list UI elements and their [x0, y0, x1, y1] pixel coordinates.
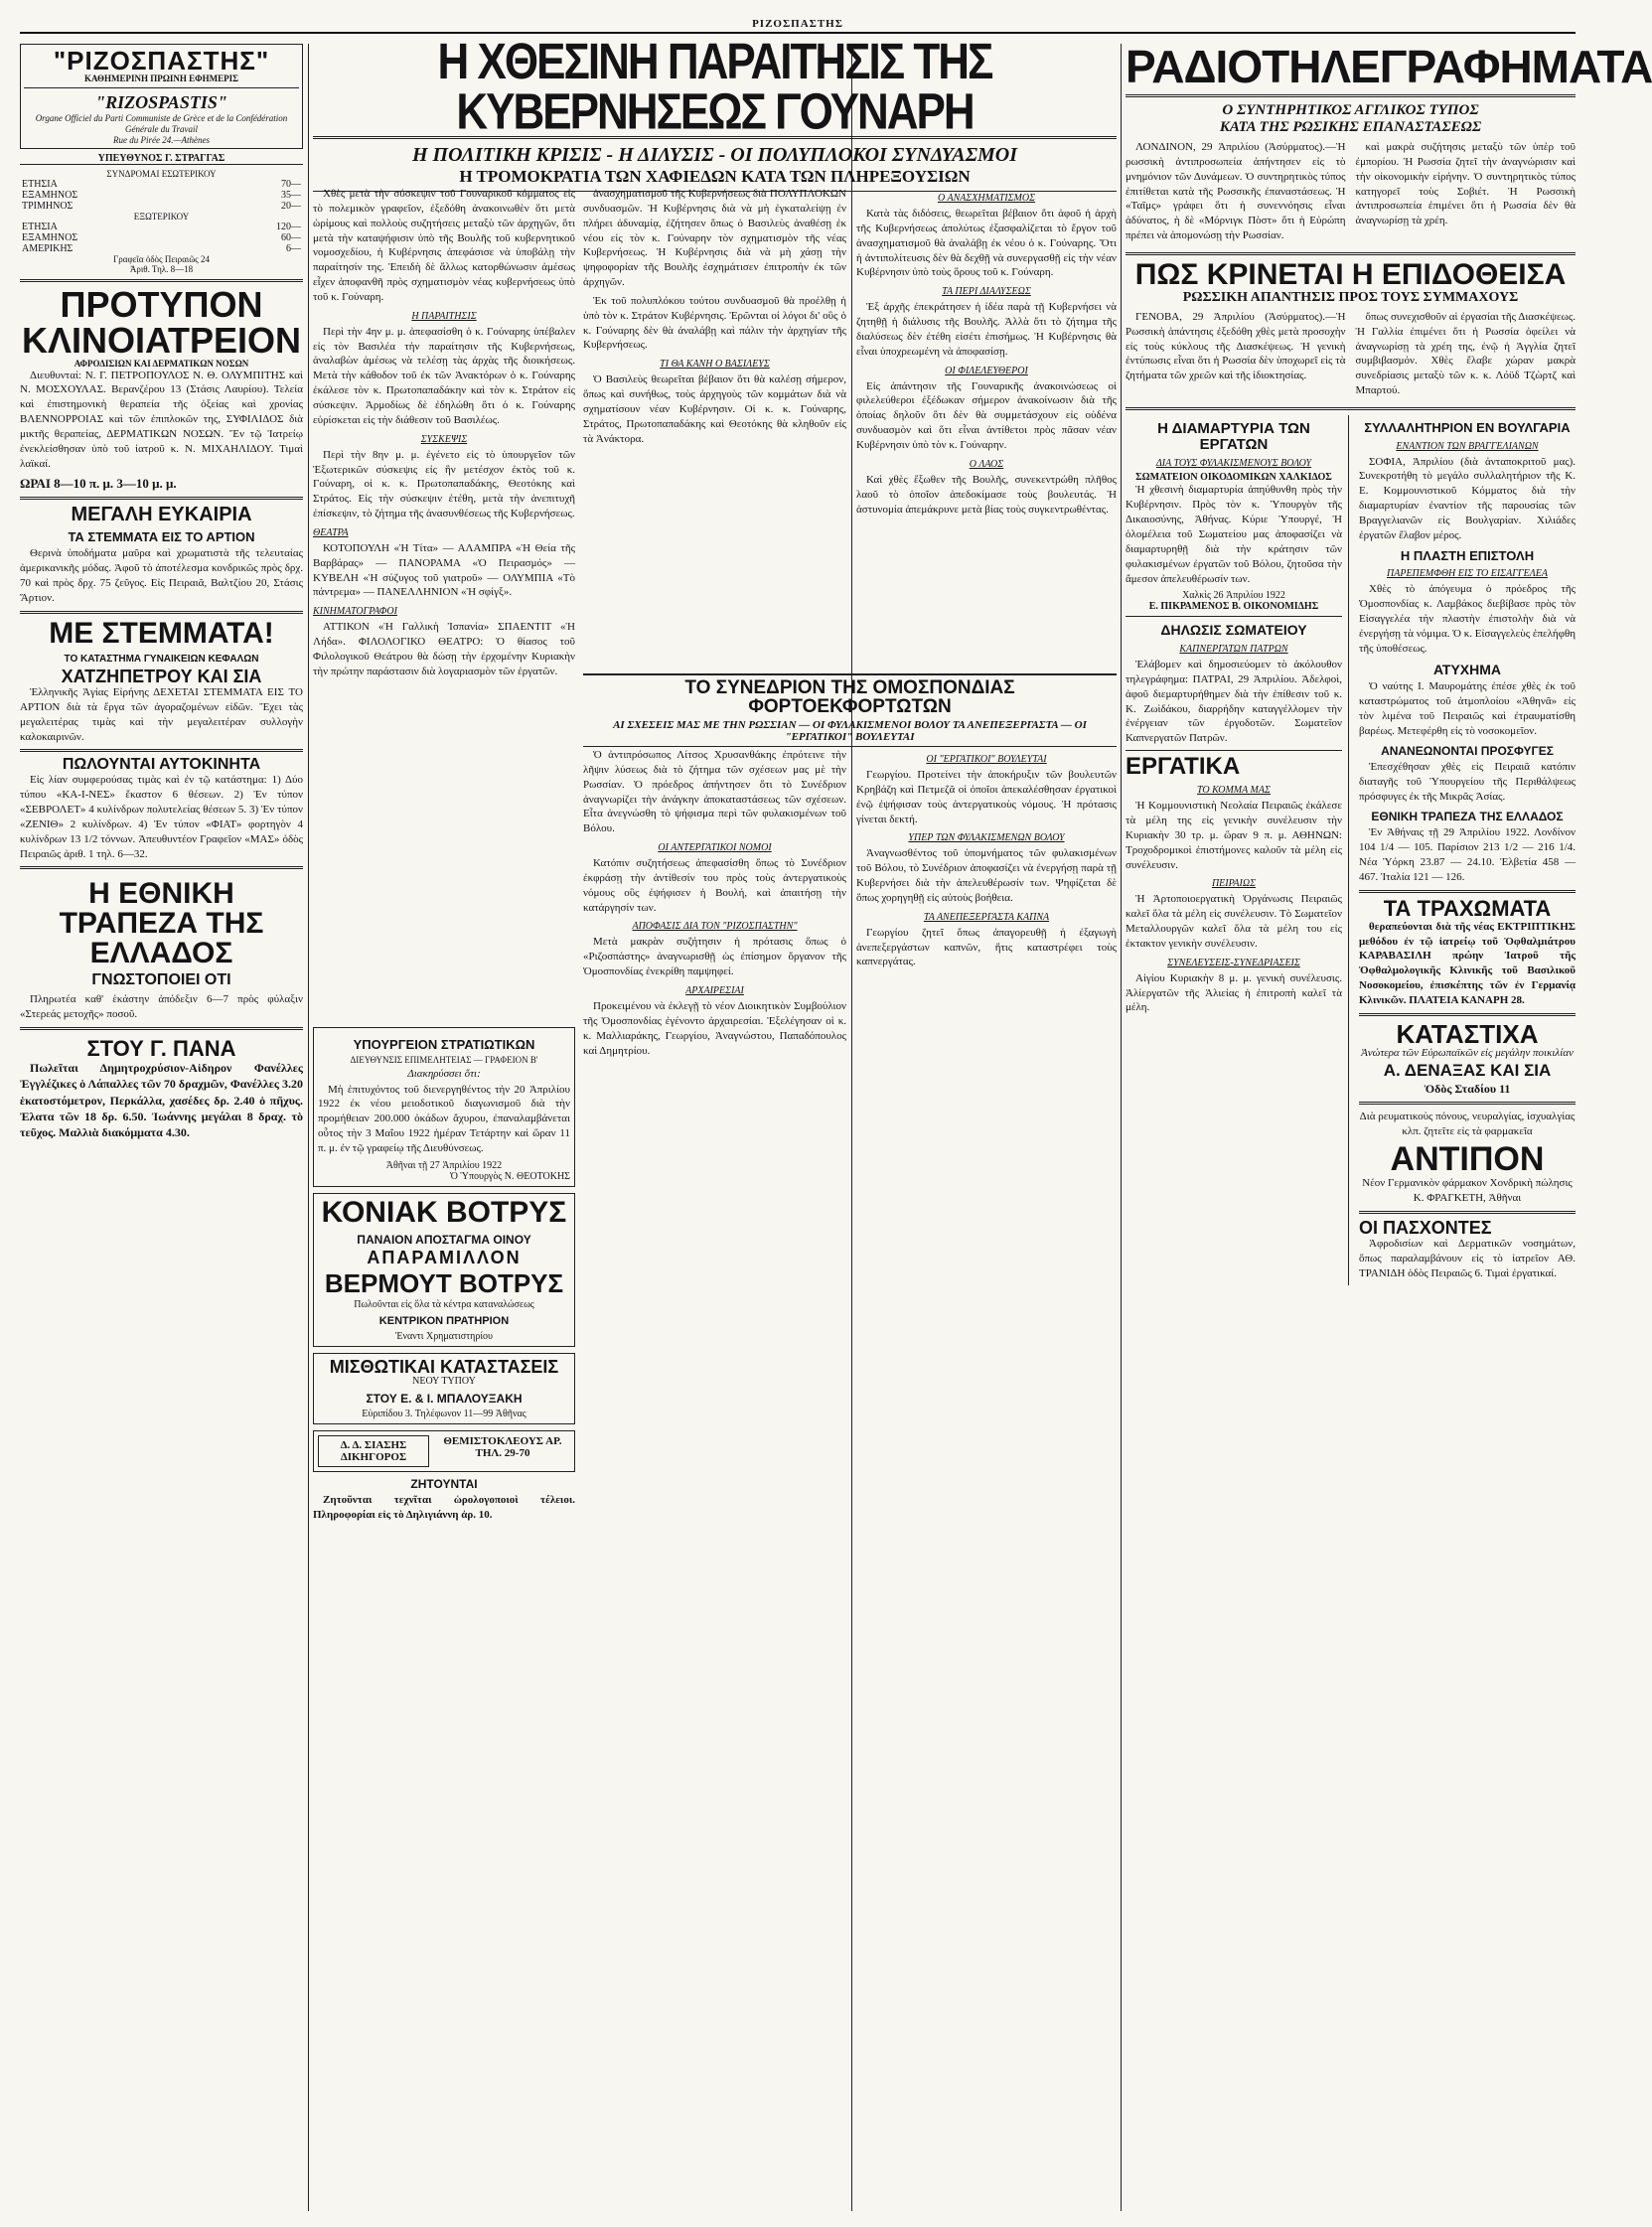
- lease-address: Εὐριπίδου 3. Τηλέφωνον 11—99 Ἀθῆνας: [362, 1408, 526, 1419]
- main-column-3: [856, 187, 1117, 664]
- lease-ad: [313, 1353, 575, 1424]
- lease-title: ΜΙΣΘΩΤΙΚΑΙ ΚΑΤΑΣΤΑΣΕΙΣ: [329, 1357, 559, 1377]
- masthead-subtitle: ΚΑΘΗΜΕΡΙΝΗ ΠΡΩΙΝΗ ΕΦΗΜΕΡΙΣ: [83, 74, 239, 83]
- masthead-french-line: Organe Officiel du Parti Communiste de Grèce et de la Confédération Générale du Travail: [35, 113, 288, 134]
- table-cell: 35—: [281, 189, 301, 201]
- article-paragraph: Ἡ Ἀρτοποιοεργατικὴ Ὀργάνωσις Πειραιῶς καλεῖ ὅλα τὰ μέλη εἰς συνέλευσιν. Τὸ Σωματεῖον Μεταλλουργῶν καλεῖ ὅλα τὰ μέλη του εἰς ἐκτακτον γενικὴν συνέλευσιν.: [1126, 893, 1342, 950]
- article-paragraph: Χθὲς μετὰ τὴν σύσκεψιν τοῦ Γουναρικοῦ κόμματος εἰς τὸ πολεμικὸν γραφεῖον, ἐξεδόθη ἀνακοινωθὲν ὅτι μετὰ ὡρίμους καὶ πολλοὺς συζητήσεις μεταξὺ τῶν ἀρχηγῶν, ὅτι μετὰ τὴν καταψήφισιν ὑπὸ τῆς Βουλῆς τοῦ κυβερνητικοῦ νομοσχεδίου, ἡ Κυβέρνησις ἀπεφάσισε νὰ ὑποβάλῃ τὴν παραίτησίν της. Ἐπειδὴ δὲ ἄλλως κατορθώνωσιν ἀμέσως εἶχεν ἀποφανθῆ πρὸς σχηματισμὸν νέας κυβερνήσεως ὑπὸ τοῦ κ. Γούναρη.: [313, 188, 575, 303]
- section-heading: Ο ΛΑΟΣ: [969, 458, 1004, 470]
- vermouth-title: ΒΕΡΜΟΥΤ ΒΟΤΡΥΣ: [324, 1268, 564, 1299]
- article-paragraph: ΛΟΝΔΙΝΟΝ, 29 Ἀπριλίου (Ἀσύρματος).—Ἡ ρωσσικὴ ἀντιπροσωπεία ἀπήντησεν εἰς τὸ μνημόνιον τῶν Δυνάμεων. Ὁ συντηρητικὸς τύπος ἐπιτίθεται κατὰ τῆς Ρωσσικῆς ἐπαναστάσεως. Ἡ «Ταῖμς» γράφει ὅτι ἡ συνεννόησις εἶναι ἀδύνατος, ἡ δὲ «Μόρνιγκ Πὸστ» ὅτι ἡ Εὐρώπη πρέπει νὰ ἀπομονώσῃ τὴν Ρωσσίαν.: [1126, 141, 1346, 242]
- masthead-french-title: "RIZOSPASTIS": [95, 92, 227, 112]
- table-cell: ΕΤΗΣΙΑ: [22, 178, 58, 190]
- section-heading: ΣΥΣΚΕΨΙΣ: [420, 433, 468, 445]
- protest-signature: Ε. ΠΙΚΡΑΜΕΝΟΣ Β. ΟΙΚΟΝΟΜΙΔΗΣ: [1148, 601, 1319, 613]
- cars-ad-title: ΠΩΛΟΥΝΤΑΙ ΑΥΤΟΚΙΝΗΤΑ: [62, 756, 261, 774]
- forged-letter-text: Χθὲς τὸ ἀπόγευμα ὁ πρόεδρος τῆς Ὁμοσπονδίας κ. Λαμβάκος διεβίβασε πρὸς τὸν Εἰσαγγελέα τὴν πλαστὴν ἐπιστολὴν διὰ νὰ ἐνεργήσῃ τὰ νόμιμα. Ὁ κ. Εἰσαγγελεὺς ἐπελήφθη τῆς ὑποθέσεως.: [1359, 583, 1576, 655]
- table-cell: ΕΤΗΣΙΑ: [22, 221, 58, 232]
- shop-ad-address: Ὁδὸς Σταδίου 11: [1424, 1081, 1511, 1096]
- bank-ad-title: Η ΕΘΝΙΚΗ ΤΡΑΠΕΖΑ ΤΗΣ ΕΛΛΑΔΟΣ: [59, 877, 264, 970]
- table-cell: ΑΜΕΡΙΚΗΣ: [22, 242, 74, 254]
- pana-ad-title: ΣΤΟΥ Γ. ΠΑΝΑ: [86, 1036, 236, 1062]
- table-row: [20, 201, 303, 212]
- ads-column: [313, 1021, 575, 2211]
- section-heading: ΤΙ ΘΑ ΚΑΝΗ Ο ΒΑΣΙΛΕΥΣ: [660, 359, 770, 371]
- column-rule: [308, 44, 309, 2211]
- masthead: [20, 44, 303, 149]
- bank-ad-subtitle: ΓΝΩΣΤΟΠΟΙΕΙ ΟΤΙ: [91, 971, 231, 989]
- running-header: ΡΙΖΟΣΠΑΣΤΗΣ: [20, 18, 1576, 34]
- table-row: [20, 222, 303, 232]
- article-paragraph: Περὶ τὴν 8ην μ. μ. ἐγένετο εἰς τὸ ὑπουργεῖον τῶν Ἐξωτερικῶν σύσκεψις εἰς ἣν μετέσχον ἐκτὸς τοῦ κ. Γούναρη, οἱ κ. κ. Πρωτοπαπαδάκης, Θεοτόκης καὶ Στράτος. Εἰς τὴν σύσκεψιν ἐτέθη, μετὰ τὴν ἀνεπιτυχῆ ἐπίσκεψιν, τὸ ζήτημα τῆς ἀνασυνθέσεως τῆς Κυβερνήσεως.: [313, 448, 575, 520]
- protest-org: ΣΩΜΑΤΕΙΟΝ ΟΙΚΟΔΟΜΙΚΩΝ ΧΑΛΚΙΔΟΣ: [1135, 472, 1332, 484]
- clinic-ad-hours: ΩΡΑΙ 8—10 π. μ. 3—10 μ. μ.: [20, 475, 177, 491]
- protest-text: Ἡ χθεσινὴ διαμαρτυρία ἀπηύθυνθη πρὸς τὴν Κυβέρνησιν. Πρὸς τὸν κ. Ὑπουργὸν τῆς Δικαιοσύνης, Ἀθήνας. Κύριε Ὑπουργέ, Ἡ ὁλομέλεια τοῦ Σωματείου μας ἀποφασίζει νὰ διαμαρτυρηθῇ διὰ τὴν κράτησιν τῶν φυλακισμένων ἐργατῶν τοῦ Βόλου, ζητοῦσα τὴν ἄμεσον ἀπελευθέρωσίν των.: [1126, 484, 1342, 585]
- column-rule: [1121, 44, 1122, 2211]
- forged-letter-subtitle: ΠΑΡΕΠΕΜΦΘΗ ΕΙΣ ΤΟ ΕΙΣΑΓΓΕΛΕΑ: [1387, 568, 1548, 580]
- subscription-table: [20, 179, 303, 212]
- exchange-text: Ἐν Ἀθήναις τῇ 29 Ἀπριλίου 1922. Λονδίνον 104 1/4 — 105. Παρίσιον 213 1/2 — 216 1/4. Νέα Ὑόρκη 23.87 — 24.10. Ἐλβετία 458 — 467. Ἰταλία 121 — 126.: [1359, 826, 1576, 883]
- clinic-ad-text: Διευθυνταί: Ν. Γ. ΠΕΤΡΟΠΟΥΛΟΣ Ν. Θ. ΟΛΥΜΠΙΤΗΣ καὶ Ν. ΜΟΣΧΟΥΛΑΣ. Βερανζέρου 13 (Στάσις Λαυρίου). Τελεία καὶ ἐπιστημονικὴ θεραπεία τῆς ὀξείας καὶ χρονίας ΒΛΕΝΝΟΡΡΟΙΑΣ καὶ τῶν ἐπιπλοκῶν της, ΣΥΦΙΛΙΔΟΣ διὰ μικτῆς θεραπείας, ΔΕΡΜΑΤΙΚΩΝ ΝΟΣΩΝ. Ἕν τῷ Ἰατρείῳ ἐνεκλείσθησαν ὑπὸ τοῦ ἰατροῦ κ. Ν. ΜΙΧΑΗΛΙΔΟΥ. Τιμαὶ λαϊκαί.: [20, 369, 303, 470]
- cognac-title: ΚΟΝΙΑΚ ΒΟΤΡΥΣ: [321, 1195, 567, 1229]
- wanted-title: ΖΗΤΟΥΝΤΑΙ: [410, 1476, 478, 1491]
- section-heading: ΤΑ ΑΝΕΠΕΞΕΡΓΑΣΤΑ ΚΑΠΝΑ: [923, 911, 1050, 923]
- foreign-table: [20, 222, 303, 254]
- table-cell: ΕΞΑΜΗΝΟΣ: [22, 231, 78, 243]
- article-paragraph: Περὶ τὴν 4ην μ. μ. ἀπεφασίσθη ὁ κ. Γούναρης ὑπέβαλεν εἰς τὸν Βασιλέα τὴν παραίτησιν τῆς Κυβερνήσεως, ἀναλαβὼν ἀμέσως νὰ τελέσῃ τὰς ἀρχὰς τῆς διοικήσεως. Μετὰ τὴν κάθοδον τοῦ ἐκ τῶν Ἀνακτόρων ὁ κ. Γούναρης ἐκάλεσε τὸν κ. Πρωτοπαπαδάκην καὶ τὸν κ. Στράτον εἰς σύσκεψιν. Ἀρμοδίως δὲ ἐδηλώθη ὅτι ὁ κ. Γούναρης εὑρίσκεται εἰς τὴν διάθεσιν τοῦ Βασιλέως.: [313, 325, 575, 426]
- foreign-title: ΕΞΩΤΕΡΙΚΟΥ: [133, 211, 190, 222]
- refugees-title: ΑΝΑΝΕΩΝΟΝΤΑΙ ΠΡΟΣΦΥΓΕΣ: [1381, 743, 1554, 758]
- table-cell: 6—: [286, 242, 301, 254]
- bulgaria-subtitle: ΕΝΑΝΤΙΟΝ ΤΩΝ ΒΡΑΓΓΕΛΙΑΝΩΝ: [1396, 440, 1539, 452]
- table-cell: 60—: [281, 231, 301, 243]
- section-heading: ΑΡΧΑΙΡΕΣΙΑΙ: [685, 984, 744, 996]
- radio-text-row: [1126, 140, 1576, 247]
- article-paragraph: Ἀναγνωσθέντος τοῦ ὑπομνήματος τῶν φυλακισμένων τοῦ Βόλου, τὸ Συνέδριον ἀποφασίζει νὰ ἐνεργήσῃ παρὰ τῇ Κυβερνήσει διὰ τὴν ἀπελευθέρωσίν των. Ψηφίζεται δὲ ὅπως χορηγηθῇ εἰς αὐτοὺς βοήθεια.: [856, 847, 1117, 904]
- trachoma-ad-title: ΤΑ ΤΡΑΧΩΜΑΤΑ: [1383, 895, 1552, 921]
- theatres-text: ΚΟΤΟΠΟΥΛΗ «Ἡ Τίτα» — ΑΛΑΜΠΡΑ «Ἡ Θεία τῆς Βαρβάρας» — ΠΑΝΟΡΑΜΑ «Ὁ Πειρασμός» — ΚΥΒΕΛΗ «Ἡ σύζυγος τοῦ γιατροῦ» — ΟΛΥΜΠΙΑ «Τὸ πάντρεμα» — ΠΑΝΕΛΛΗΝΙΟΝ «Ἡ σφίγξ».: [313, 541, 575, 599]
- cognac-line: Ἐναντι Χρηματιστηρίου: [395, 1331, 493, 1342]
- wreaths-ad-subtitle: ΤΟ ΚΑΤΑΣΤΗΜΑ ΓΥΝΑΙΚΕΙΩΝ ΚΕΦΑΛΩΝ: [64, 653, 259, 665]
- ministry-text: Μὴ ἐπιτυχόντος τοῦ διενεργηθέντος τὴν 20 Ἀπριλίου 1922 ἐκ νέου μειοδοτικοῦ διαγωνισμοῦ διὰ τὴν προμήθειαν 200.000 ὀκάδων ἄχυρου, ἐπαναλαμβάνεται οὗτος τὴν 3 Μαΐου 1922 ἡμέραν Τετάρτην καὶ ὥραν 11 π. μ. ἐν τῷ γραφείῳ τῆς Διευθύνσεως.: [318, 1083, 570, 1155]
- wreaths-ad-title: ΜΕ ΣΤΕΜΜΑΤΑ!: [49, 616, 274, 650]
- section-heading: ΥΠΕΡ ΤΩΝ ΦΥΛΑΚΙΣΜΕΝΩΝ ΒΟΛΟΥ: [908, 832, 1065, 844]
- cognac-line: Πωλοῦνται εἰς ὅλα τὰ κέντρα καταναλώσεως: [354, 1299, 534, 1311]
- main-headline: Η ΧΘΕΣΙΝΗ ΠΑΡΑΙΤΗΣΙΣ ΤΗΣ ΚΥΒΕΡΝΗΣΕΩΣ ΓΟΥΝΑΡΗ: [437, 33, 992, 140]
- shop-ad-title: ΚΑΤΑΣΤΙΧΑ: [1396, 1018, 1539, 1049]
- radio-headline: ΡΑΔΙΟΤΗΛΕΓΡΑΦΗΜΑΤΑ: [1126, 41, 1652, 92]
- declaration-subtitle: ΚΑΠΝΕΡΓΑΤΩΝ ΠΑΤΡΩΝ: [1179, 644, 1288, 656]
- cognac-line: ΑΠΑΡΑΜΙΛΛΟΝ: [367, 1248, 522, 1268]
- section-heading: ΠΕΙΡΑΙΩΣ: [1211, 878, 1257, 890]
- office-line: Γραφεῖα ὁδὸς Πειραιῶς 24: [113, 253, 210, 264]
- bulgaria-text: ΣΟΦΙΑ, Ἀπριλίου (διὰ ἀνταποκριτοῦ μας). Συνεκροτήθη τὸ μεγάλο συλλαλητήριον τῆς Κ. Ε. Κομμουνιστικοῦ Κόμματος διὰ τὴν διαμαρτυρίαν ἐναντίον τῆς παρουσίας τῶν Βραγγελιανῶν εἰς Βουλγαρίαν. Χιλιάδες ἐργατῶν ἔλαβον μέρος.: [1359, 455, 1576, 541]
- phone-line: Ἀριθ. Τηλ. 8—18: [129, 263, 194, 274]
- cinemas-heading: ΚΙΝΗΜΑΤΟΓΡΑΦΟΙ: [313, 606, 397, 618]
- article-paragraph: ἀνασχηματισμοῦ τῆς Κυβερνήσεως διὰ ΠΟΛΥΠΛΟΚΩΝ συνδυασμῶν. Ἡ Κυβέρνησις διὰ νὰ μὴ ἐγκαταλείψῃ ἐν πλήρει ἀδυναμίᾳ, ἐζήτησεν ὅπως ὁ Βασιλεὺς ἀναθέσῃ ἐκ νέου εἰς τὸν κ. Γούναρην τὸν σχηματισμὸν τῆς νέας Κυβερνήσεως. Ἡ Κυβέρνησις διὰ νὰ μὴ χάσῃ τὴν ψηφοφορίαν τῆς Βουλῆς ἐσχημάτισεν ἐπιτροπὴν ἐκ τῶν ἀρχηγῶν.: [583, 188, 846, 289]
- refugees-text: Ἐπεσχέθησαν χθὲς εἰς Πειραιᾶ κατόπιν διαταγῆς τοῦ Ὑπουργείου τῆς Περιθάλψεως πρόσφυγες ἐκ τῆς Μικρᾶς Ἀσίας.: [1359, 761, 1576, 803]
- theatres-heading: ΘΕΑΤΡΑ: [313, 526, 349, 538]
- article-paragraph: Ὁ Βασιλεὺς θεωρεῖται βέβαιον ὅτι θὰ καλέσῃ σήμερον, ὅπως καὶ συνήθως, τοὺς ἀρχηγοὺς τῶν κομμάτων διὰ νὰ σχηματίσουν νέαν Κυβέρνησιν. Οἱ κ. κ. Γούναρης, Στράτος, Πρωτοπαπαδάκης καὶ Θεοτόκης θὰ κληθοῦν εἰς τὰ Ἀνάκτορα.: [583, 373, 846, 445]
- lower-headline: ΤΟ ΣΥΝΕΔΡΙΟΝ ΤΗΣ ΟΜΟΣΠΟΝΔΙΑΣ ΦΟΡΤΟΕΚΦΟΡΤΩΤΩΝ: [684, 677, 1015, 717]
- ministry-notice: [313, 1027, 575, 1187]
- section-heading: Η ΠΑΡΑΙΤΗΣΙΣ: [411, 310, 477, 322]
- reply-text-row: [1126, 310, 1576, 402]
- declaration-title: ΔΗΛΩΣΙΣ ΣΩΜΑΤΕΙΟΥ: [1160, 622, 1307, 639]
- ministry-title: ΥΠΟΥΡΓΕΙΟΝ ΣΤΡΑΤΙΩΤΙΚΩΝ: [353, 1037, 535, 1052]
- lease-subtitle: ΝΕΟΥ ΤΥΠΟΥ: [412, 1376, 476, 1387]
- article-paragraph: Ἐξ ἀρχῆς ἐπεκράτησεν ἡ ἰδέα παρὰ τῇ Κυβερνήσει νὰ ζητηθῇ ἡ διάλυσις τῆς Βουλῆς. Ἀλλὰ ὅτι τὸ ζήτημα τῆς διαλύσεως δὲν ἐτέθη εἰσέτι ἐπισήμως. Ἡ Κυβέρνησις θὰ εἶναι ὑποχρεωμένη νὰ ἀποφασίσῃ.: [856, 301, 1117, 358]
- article-paragraph: Κατόπιν συζητήσεως ἀπεφασίσθη ὅπως τὸ Συνέδριον ἐκφράσῃ τὴν ἀντίθεσίν του πρὸς τοὺς ἀντεργατικοὺς νόμους οὓς ἐψήφισεν ἡ Βουλή, καὶ ἀπαιτήσῃ τὴν κατάργησίν των.: [583, 857, 846, 914]
- section-heading: ΤΟ ΚΟΜΜΑ ΜΑΣ: [1197, 785, 1271, 797]
- protest-title: Η ΔΙΑΜΑΡΤΥΡΙΑ ΤΩΝ ΕΡΓΑΤΩΝ: [1157, 419, 1310, 453]
- antipon-ad-pre: Διὰ ρευματικοὺς πόνους, νευραλγίας, ἰσχυαλγίας κλπ. ζητεῖτε εἰς τὰ φαρμακεῖα: [1359, 1110, 1576, 1137]
- left-column: [20, 44, 303, 2211]
- trachoma-ad-text: θεραπεύονται διὰ τῆς νέας ΕΚΤΡΙΠΤΙΚΗΣ μεθόδου ἐν τῷ ἰατρείῳ τοῦ Ὀφθαλμιάτρου ΚΑΡΑΒΑΣΙΛΗ πρώην Ἰατροῦ τῆς Ὀφθαλμολογικῆς Κλινικῆς τοῦ Βασιλικοῦ Νοσοκομείου, ἐπισκέπτης τῶν ἐν Γερμανίᾳ Κλινικῶν. ΠΛΑΤΕΙΑ ΚΑΝΑΡΗ 28.: [1359, 920, 1576, 1006]
- clinic-ad-subtitle: ΑΦΡΟΔΙΣΙΩΝ ΚΑΙ ΔΕΡΜΑΤΙΚΩΝ ΝΟΣΩΝ: [74, 358, 249, 369]
- pana-ad-text: Πωλεῖται Δημητροχρύσιον-Αἰδηρον Φανέλλες Ἐγγλέζικες ὁ Λάπαλλες τῶν 70 δραχμῶν, Φανέλλες 3.20 ἑκατοστόμετρον, Περκάλλα, χασέδες δρ. 2.40 ὁ πῆχυς. Ἐλατα τῶν 18 δρ. 6.50. Ἰωάννης μεγάλαι 8 δραχ. τὸ τεῦχος. Μαλλιὰ διακόμματα 4.30.: [20, 1061, 303, 1139]
- lower-headline-block: [583, 673, 1117, 747]
- section-heading: ΣΥΝΕΛΕΥΣΕΙΣ-ΣΥΝΕΔΡΙΑΣΕΙΣ: [1167, 957, 1300, 968]
- reply-headline: ΠΩΣ ΚΡΙΝΕΤΑΙ Η ΕΠΙΔΟΘΕΙΣΑ: [1134, 257, 1567, 291]
- table-cell: 70—: [281, 178, 301, 190]
- table-cell: 20—: [281, 200, 301, 212]
- reply-subheadline: ΡΩΣΣΙΚΗ ΑΠΑΝΤΗΣΙΣ ΠΡΟΣ ΤΟΥΣ ΣΥΜΜΑΧΟΥΣ: [1182, 289, 1519, 305]
- ministry-head: Διακηρύσσει ὅτι:: [407, 1067, 481, 1080]
- right-section: [1126, 41, 1652, 2211]
- article-paragraph: Αἰγίου Κυριακὴν 8 μ. μ. γενικὴ συνέλευσις. Ἀλίεργατῶν τῆς Ἀλιείας ἡ ἐπιτροπὴ καλεῖ τὰ μέλη.: [1126, 971, 1342, 1014]
- ministry-subtitle: ΔΙΕΥΘΥΝΣΙΣ ΕΠΙΜΕΛΗΤΕΙΑΣ — ΓΡΑΦΕΙΟΝ Β': [350, 1054, 538, 1065]
- ministry-date: Ἀθῆναι τῇ 27 Ἀπριλίου 1922: [385, 1159, 503, 1171]
- opportunity-ad-text: Θερινὰ ὑποδήματα μαῦρα καὶ χρωματιστὰ τῆς τελευταίας ἀμερικανικῆς μόδας. Ἀφοῦ τὸ ἀποτέλεσμα κονδρικῶς πρὸς δρχ. 70 καὶ πρὸς δρχ. 75 ζεῦγος. Εἰς Πειραιᾶ, Βαλτζίου 20, Στάσις Ἄρτιον.: [20, 547, 303, 604]
- antipon-ad-post: Νέον Γερμανικὸν φάρμακον Χονδρικὴ πώλησις Κ. ΦΡΑΓΚΕΤΗ, Ἀθῆναι: [1362, 1177, 1573, 1205]
- opportunity-ad-title: ΜΕΓΑΛΗ ΕΥΚΑΙΡΙΑ: [71, 503, 252, 525]
- table-cell: 120—: [276, 221, 301, 232]
- cars-ad-text: Εἰς λίαν συμφερούσας τιμὰς καὶ ἐν τῷ κατάστημα: 1) Δύο τύπου «ΚΑ-Ι-ΝΕΣ» ἕκαστον 6 θέσεων. 2) Ἐν τύπον «ΣΕΒΡΟΛΕΤ» 4 κυλίνδρων πολυτελείας θέσεων 5. 3) Ἐν τύπον «ΖΕΝΙΘ» 2 κυλίνδρων. 4) Ἐν τύπον «ΦΙΑΤ» φορτηγὸν 4 κυλίνδρων 13 1/2 τόννων. Ἀπευθυντέον Γραφεῖον «ΜΑΣ» ὁδὸς Πειραιῶς ἀριθ. 1 τηλ. 6—32.: [20, 774, 303, 860]
- bulgaria-title: ΣΥΛΛΑΛΗΤΗΡΙΟΝ ΕΝ ΒΟΥΛΓΑΡΙΑ: [1364, 419, 1571, 435]
- article-paragraph: καὶ μακρὰ συζήτησις μεταξὺ τῶν ὑπὲρ τοῦ ἐμπορίου. Ἡ Ρωσσία ζητεῖ τὴν ἀναγνώρισιν καὶ τὴν οἰκονομικὴν εἰρήνην. Ὁ συντηρητικὸς τύπος κατηγορεῖ τοὺς Σοβιέτ. Ἡ Ρωσσικὴ ἀντιπροσωπεία ἐπιμένει ὅτι ἡ Ρωσσία δὲν θὰ ἀναγνωρίσῃ τὰ χρέη.: [1355, 141, 1576, 227]
- table-row: [20, 179, 303, 190]
- article-paragraph: Μετὰ μακρὰν συζήτησιν ἡ πρότασις ὅπως ὁ «Ριζοσπάστης» ἀναγνωρισθῇ ὡς ἐπίσημον ὄργανον τῆς Ὁμοσπονδίας ἐνεκρίθη παμψηφεί.: [583, 936, 846, 978]
- clinic-ad-title: ΠΡΟΤΥΠΟΝ ΚΛΙΝΟΙΑΤΡΕΙΟΝ: [21, 283, 302, 361]
- newspaper-page: [20, 18, 1652, 2211]
- dealer-name: Δ. Δ. ΣΙΑΣΗΣ ΔΙΚΗΓΟΡΟΣ: [318, 1435, 429, 1467]
- lease-name: ΣΤΟΥ Ε. & Ι. ΜΠΑΛΟΥΞΑΚΗ: [366, 1392, 523, 1406]
- table-row: [20, 243, 303, 254]
- radio-sub-2: ΚΑΤΑ ΤΗΣ ΡΩΣΙΚΗΣ ΕΠΑΝΑΣΤΑΣΕΩΣ: [1219, 119, 1482, 135]
- article-paragraph: Ἡ Κομμουνιστικὴ Νεολαία Πειραιῶς ἐκάλεσε τὰ μέλη της εἰς γενικὴν συνέλευσιν τὴν Κυριακὴν 30 τρ. μ. ὥραν 9 π. μ. ΑΘΗΝΩΝ: Τροχοδρομικοὶ ἐπιστήμονες καλοῦν τὰ μέλη εἰς συνέλευσιν.: [1126, 800, 1342, 871]
- bank-ad-text: Πληρωτέα καθ' ἑκάστην ἀπόδεξιν 6—7 πρὸς φύλαξιν «Στερεάς μετοχῆς» ποσοῦ.: [20, 993, 303, 1021]
- section-heading: ΟΙ ΑΝΤΕΡΓΑΤΙΚΟΙ ΝΟΜΟΙ: [658, 842, 772, 854]
- congress-column-2: [856, 748, 1117, 2211]
- article-paragraph: ὅπως συνεχισθοῦν αἱ ἐργασίαι τῆς Διασκέψεως. Ἡ Γαλλία ἐπιμένει ὅτι ἡ Ρωσσία ὀφείλει νὰ ἀναγνωρίσῃ τὰ χρέη της, ἐνῷ ἡ Ἀγγλία ζητεῖ συμβιβασμόν. Χθὲς ἔλαβε χώραν μακρὰ συνεδρίασις μεταξὺ τῶν κ. κ. Λόϋδ Τζὼρτζ καὶ Μπαρτού.: [1355, 310, 1576, 397]
- main-deck-1: Η ΠΟΛΙΤΙΚΗ ΚΡΙΣΙΣ - Η ΔΙΛΥΣΙΣ - ΟΙ ΠΟΛΥΠΛΟΚΟΙ ΣΥΝΔΥΑΣΜΟΙ: [411, 144, 1018, 166]
- right-subcolumn-1: [1126, 415, 1349, 1285]
- article-paragraph: Ἐκ τοῦ πολυπλόκου τούτου συνδυασμοῦ θὰ προέλθῃ ἡ ὑπὸ τὸν κ. Στράτον Κυβέρνησις. Ἐρῶνται οἱ λόγοι δι' οὓς ὁ κ. Γούναρης δὲν θὰ ἀναλάβῃ καὶ πάλιν τὴν ἀρχηγίαν τῆς Κυβερνήσεως.: [583, 294, 846, 352]
- table-cell: ΤΡΙΜΗΝΟΣ: [22, 200, 74, 212]
- right-two-columns: [1126, 415, 1576, 1285]
- section-heading: ΟΙ ΦΙΛΕΛΕΥΘΕΡΟΙ: [945, 365, 1028, 376]
- accident-text: Ὁ ναύτης Ι. Μαυρομάτης ἐπέσε χθὲς ἐκ τοῦ καταστρώματος τοῦ ἀτμοπλοίου «Ἀθηνᾶ» εἰς τὸν λιμένα τοῦ Πειραιῶς καὶ ἐτραυματίσθη βαρέως. Μετεφέρθη εἰς τὸ νοσοκομεῖον.: [1359, 680, 1576, 737]
- protest-subtitle: ΔΙΑ ΤΟΥΣ ΦΥΛΑΚΙΣΜΕΝΟΥΣ ΒΟΛΟΥ: [1155, 458, 1312, 470]
- article-paragraph: Προκειμένου νὰ ἐκλεγῇ τὸ νέον Διοικητικὸν Συμβούλιον τῆς Ὁμοσπονδίας ἐγένοντο ἀρχαιρεσίαι. Ἐξελέγησαν οἱ κ. κ. Μαλλιαράκης, Γεωργίου, Ἀναγνώστου, Παπαδόπουλος καὶ Δημητρίου.: [583, 999, 846, 1057]
- shop-ad-text: Ἀνώτερα τῶν Εὐρωπαϊκῶν εἰς μεγάλην ποικιλίαν: [1361, 1046, 1574, 1059]
- masthead-address: Rue du Pirée 24.—Athènes: [113, 134, 210, 145]
- cognac-line: ΚΕΝΤΡΙΚΟΝ ΠΡΑΤΗΡΙΟΝ: [378, 1315, 510, 1328]
- article-paragraph: Καὶ χθὲς ἔξωθεν τῆς Βουλῆς, συνεκεντρώθη πλῆθος λαοῦ τὸ ὁποῖον ἀπεδοκίμασε τοὺς βουλευτάς. Ἡ ἀστυνομία ἀπεμάκρυνε μετὰ βίας τοὺς συγκεντρωθέντας.: [856, 473, 1117, 516]
- wreaths-ad-text: Ἑλληνικῆς Ἁγίας Εἰρήνης ΔΕΧΕΤΑΙ ΣΤΕΜΜΑΤΑ ΕΙΣ ΤΟ ΑΡΤΙΟΝ διὰ τὰ ἔργα τῶν ἀγοραζομένων εἰδῶν. Ἔχει τὰς μεγαλειτέρας τιμὰς καὶ τὴν μεγαλειτέραν συλλογὴν καλοκαιρινῶν.: [20, 686, 303, 743]
- masthead-title: "ΡΙΖΟΣΠΑΣΤΗΣ": [53, 46, 270, 75]
- lower-deck: ΑΙ ΣΧΕΣΕΙΣ ΜΑΣ ΜΕ ΤΗΝ ΡΩΣΣΙΑΝ — ΟΙ ΦΥΛΑΚΙΣΜΕΝΟΙ ΒΟΛΟΥ ΤΑ ΑΝΕΠΕΞΕΡΓΑΣΤΑ — ΟΙ "ΕΡΓΑΤΙΚΟΙ" ΒΟΥΛΕΥΤΑΙ: [613, 719, 1087, 743]
- congress-column-1: [583, 748, 846, 2211]
- main-column-1: [313, 187, 575, 1011]
- patients-ad-title: ΟΙ ΠΑΣΧΟΝΤΕΣ: [1359, 1218, 1492, 1239]
- table-row: [20, 232, 303, 243]
- column-rule: [851, 44, 852, 2211]
- ministry-signature: Ὁ Ὑπουργὸς Ν. ΘΕΟΤΟΚΗΣ: [449, 1170, 570, 1182]
- main-deck-2: Η ΤΡΟΜΟΚΡΑΤΙΑ ΤΩΝ ΧΑΦΙΕΔΩΝ ΚΑΤΑ ΤΩΝ ΠΛΗΡΕΞΟΥΣΙΩΝ: [459, 167, 971, 186]
- section-heading: ΟΙ "ΕΡΓΑΤΙΚΟΙ" ΒΟΥΛΕΥΤΑΙ: [926, 754, 1047, 765]
- exchange-title: ΕΘΝΙΚΗ ΤΡΑΠΕΖΑ ΤΗΣ ΕΛΛΑΔΟΣ: [1371, 809, 1564, 823]
- radio-sub-1: Ο ΣΥΝΤΗΡΗΤΙΚΟΣ ΑΓΓΛΙΚΟΣ ΤΥΠΟΣ: [1222, 102, 1479, 118]
- section-heading: ΤΑ ΠΕΡΙ ΔΙΑΛΥΣΕΩΣ: [942, 286, 1031, 298]
- patients-ad-text: Ἀφροδισίων καὶ Δερματικῶν νοσημάτων, ὅπως παραλαμβάνουν εἰς τὸ ἰατρεῖον ΑΘ. ΤΡΑΝΙΔΗ ὁδὸς Πειραιῶς 6. Τιμαὶ ἐργατικαί.: [1359, 1238, 1576, 1279]
- section-heading: Ο ΑΝΑΣΧΗΜΑΤΙΣΜΟΣ: [937, 193, 1036, 204]
- editor-line: ΥΠΕΥΘΥΝΟΣ Γ. ΣΤΡΑΓΓΑΣ: [20, 153, 303, 165]
- table-cell: ΕΞΑΜΗΝΟΣ: [22, 189, 78, 201]
- cognac-line: ΠΑΝΑΙΟΝ ΑΠΟΣΤΑΓΜΑ ΟΙΝΟΥ: [357, 1232, 531, 1247]
- wreaths-ad-name: ΧΑΤΖΗΠΕΤΡΟΥ ΚΑΙ ΣΙΑ: [61, 667, 262, 687]
- right-subcolumn-2: [1359, 415, 1576, 1285]
- subscriptions-title: ΣΥΝΔΡΟΜΑΙ ΕΣΩΤΕΡΙΚΟΥ: [106, 168, 217, 179]
- article-paragraph: Ὁ ἀντιπρόσωπος Λίτσος Χρυσανθάκης ἐπρότεινε τὴν λῆψιν λύσεως διὰ τὸ ζήτημα τῶν σχέσεων μας μὲ τὴν Ρωσσίαν. Ὁ πρόεδρος ἀπήντησεν ὅτι τὸ Συνέδριον ἀναγνωρίζει τὴν ἀνάγκην ἀποκαταστάσεως τῶν σχέσεων. Εἶτα ἀνεγνώσθη τὸ ψήφισμα περὶ τῶν φυλακισμένων τοῦ Βόλου.: [583, 749, 846, 835]
- protest-date: Χαλκὶς 26 Ἀπριλίου 1922: [1182, 590, 1285, 602]
- section-heading: ΑΠΟΦΑΣΙΣ ΔΙΑ ΤΟΝ "ΡΙΖΟΣΠΑΣΤΗΝ": [632, 921, 798, 933]
- labour-news-title: ΕΡΓΑΤΙΚΑ: [1126, 753, 1241, 781]
- wanted-text: Ζητοῦνται τεχνῖται ὡρολογοποιοὶ τέλειοι. Πληροφορίαι εἰς τὸ Δηλιγιάννη ἀρ. 10.: [313, 1494, 575, 1522]
- accident-title: ΑΤΥΧΗΜΑ: [1432, 661, 1502, 677]
- article-paragraph: Εἰς ἀπάντησιν τῆς Γουναρικῆς ἀνακοινώσεως οἱ φιλελεύθεροι ἐξέδωκαν σήμερον ἀνακοίνωσιν διὰ τῆς ὁποίας δηλοῦν ὅτι δὲν θὰ συμμετάσχουν εἰς οὐδένα συνδυασμὸν καὶ ὅτι εἶναι ἀντίθετοι πρὸς πᾶσαν νέαν Κυβέρνησιν ὑπὸ τὸν κ. Γούναρην.: [856, 379, 1117, 451]
- article-paragraph: Γεωργίου ζητεῖ ὅπως ἀπαγορευθῇ ἡ ἐξαγωγὴ ἀνεπεξεργάστων καπνῶν, ἥτις καταστρέφει τοὺς καπνεργάτας.: [856, 926, 1117, 968]
- article-paragraph: Κατὰ τὰς διδόσεις, θεωρεῖται βέβαιον ὅτι ἀφοῦ ἡ ἀρχὴ τῆς Κυβερνήσεως ἀπολύτως ἐξασφαλίζεται τὸ ἔργον τοῦ ἀνασχηματισμοῦ θὰ ἀναλάβῃ ἐκ νέου ὁ κ. Γούναρης. Ὅτι ἡ ἀντιπολίτευσις δὲν θὰ δεχθῇ νὰ συνεργασθῇ εἰς τὴν νέαν Κυβέρνησιν ὑπὸ τοὺς ὅρους τοῦ κ. Γούναρη.: [856, 208, 1117, 279]
- table-row: [20, 190, 303, 201]
- wanted-ad: [313, 1478, 575, 1523]
- dealer-address: ΘΕΜΙΣΤΟΚΛΕΟΥΣ ΑΡ. ΤΗΛ. 29-70: [443, 1434, 562, 1459]
- opportunity-ad-subtitle: ΤΑ ΣΤΕΜΜΑΤΑ ΕΙΣ ΤΟ ΑΡΤΙΟΝ: [68, 528, 255, 544]
- dealer-ad: [313, 1430, 575, 1472]
- shop-ad-name: Α. ΔΕΝΑΞΑΣ ΚΑΙ ΣΙΑ: [1383, 1060, 1552, 1080]
- article-paragraph: Γεωργίου. Προτείνει τὴν ἀποκήρυξιν τῶν βουλευτῶν Κρηβάζη καὶ Πετμεζᾶ οἱ ὁποῖοι ἀπεκαλέσθησαν ἐργατικοὶ ἐνῷ ἐψήφισαν τοὺς ἀντεργατικοὺς νόμους. Ἡ πρότασις γίνεται δεκτή.: [856, 769, 1117, 825]
- antipon-ad-title: ΑΝΤΙΠΟΝ: [1390, 1140, 1545, 1179]
- article-paragraph: ΓΕΝΟΒΑ, 29 Ἀπριλίου (Ἀσύρματος).—Ἡ Ρωσσικὴ ἀπάντησις ἐξεδόθη χθὲς μετὰ προσοχὴν εἰς τοὺς κύκλους τῆς Διασκέψεως. Ἡ γενικὴ ἐντύπωσις εἶναι ὅτι ἡ Ρωσσία δὲν ὑποχωρεῖ εἰς τὰ ζητήματα τῶν χρεῶν καὶ τῆς ἰδιοκτησίας.: [1126, 310, 1346, 382]
- declaration-text: Ἐλάβομεν καὶ δημοσιεύομεν τὸ ἀκόλουθον τηλεγράφημα: ΠΑΤΡΑΙ, 29 Ἀπριλίου. Ἀδελφοὶ, ἀφοῦ διεμαρτυρήθημεν διὰ τὴν ἐπίθεσιν τοῦ κ. Κ. Ζωὶδάκου, διαρρήδην καταγγέλλομεν τὴν ἐνέργειαν τῶν ἐργοδοτῶν. Σωματεῖον Καπνεργατῶν Πατρῶν.: [1126, 659, 1342, 745]
- cognac-ad: [313, 1193, 575, 1347]
- main-column-2: [583, 187, 846, 664]
- main-headline-block: [313, 33, 1117, 196]
- cinemas-text: ΑΤΤΙΚΟΝ «Ἡ Γαλλικὴ Ἰσπανία» ΣΠΑΕΝΤΙΤ «Ἡ Λήδα». ΦΙΛΟΛΟΓΙΚΟ ΘΕΑΤΡΟ: Ὁ θίασος τοῦ Φιλολογικοῦ Θεάτρου θὰ δώσῃ τὴν ἐρχομένην Κυριακὴν τὴν πρώτην παράστασιν διὰ λογαριασμὸν τῶν ἐργατῶν.: [313, 621, 575, 677]
- forged-letter-title: Η ΠΛΑΣΤΗ ΕΠΙΣΤΟΛΗ: [1400, 547, 1535, 563]
